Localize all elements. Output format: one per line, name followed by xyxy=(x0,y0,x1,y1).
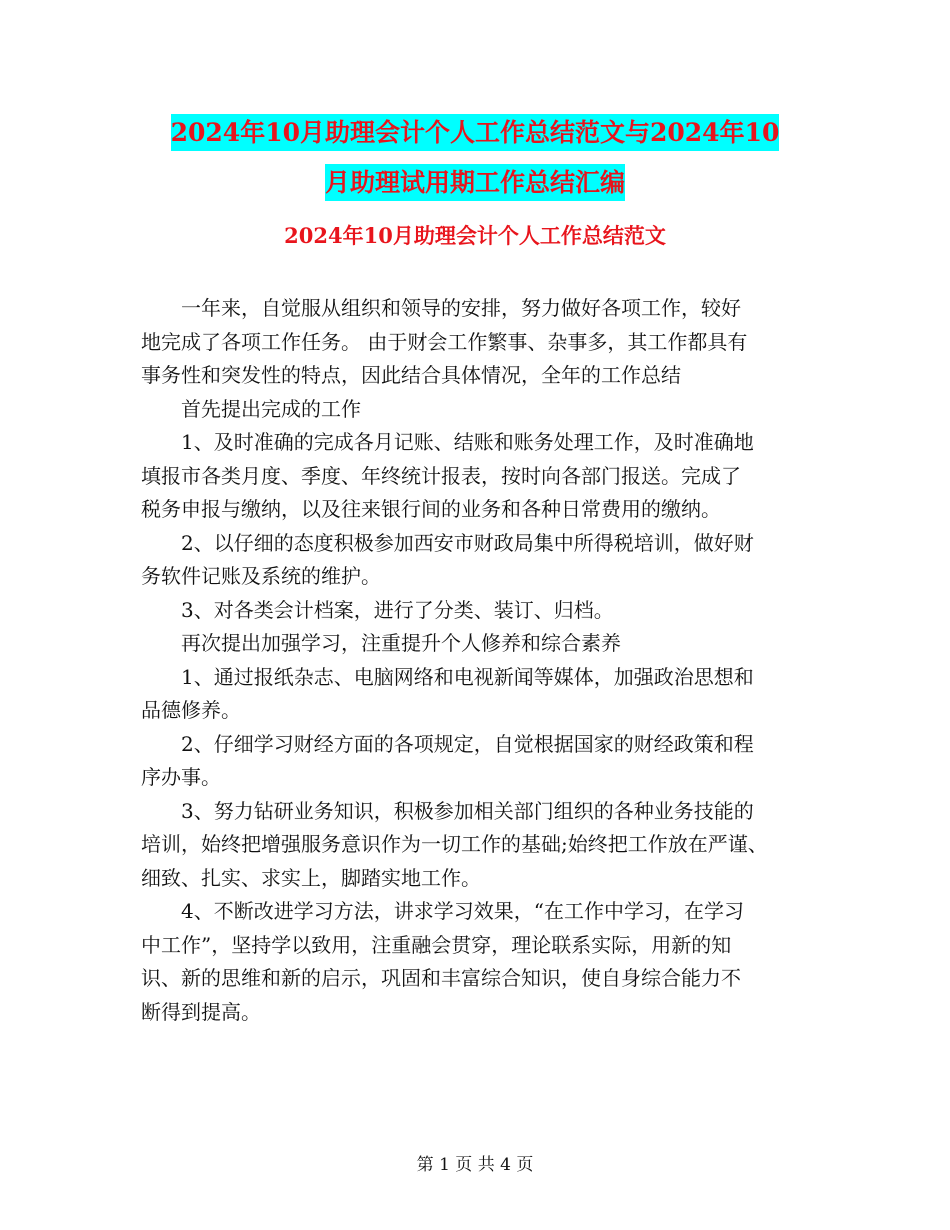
paragraph-line: 1、及时准确的完成各月记账、结账和账务处理工作，及时准确地 xyxy=(181,430,754,454)
document-title-line-2: 月助理试用期工作总结汇编 xyxy=(325,164,625,201)
paragraph-line: 务软件记账及系统的维护。 xyxy=(141,564,381,588)
paragraph-line: 识、新的思维和新的启示，巩固和丰富综合知识，使自身综合能力不 xyxy=(141,966,741,990)
paragraph-line: 1、通过报纸杂志、电脑网络和电视新闻等媒体，加强政治思想和 xyxy=(181,664,754,689)
paragraph-line: 3、努力钻研业务知识，积极参加相关部门组织的各种业务技能的 xyxy=(181,798,754,823)
paragraph xyxy=(141,795,813,896)
section-title: 2024年10月助理会计个人工作总结范文 xyxy=(284,223,666,248)
paragraph xyxy=(141,426,813,527)
paragraph-line: 2、以仔细的态度积极参加西安市财政局集中所得税培训，做好财 xyxy=(181,530,754,555)
paragraph-line: 中工作”，坚持学以致用，注重融会贯穿，理论联系实际，用新的知 xyxy=(141,932,732,957)
document-title xyxy=(150,108,800,208)
paragraph-line: 3、对各类会计档案，进行了分类、装订、归档。 xyxy=(181,597,614,622)
paragraph xyxy=(141,895,813,1029)
paragraph xyxy=(141,292,813,393)
document-body xyxy=(141,292,813,1029)
paragraph xyxy=(141,661,813,728)
paragraph-line: 事务性和突发性的特点，因此结合具体情况，全年的工作总结 xyxy=(141,363,681,387)
paragraph-line: 首先提出完成的工作 xyxy=(181,396,361,421)
document-title-line-1: 2024年10月助理会计个人工作总结范文与2024年10 xyxy=(171,114,780,151)
paragraph-line: 填报市各类月度、季度、年终统计报表，按时向各部门报送。完成了 xyxy=(141,463,741,488)
paragraph-line: 4、不断改进学习方法，讲求学习效果，“在工作中学习，在学习 xyxy=(181,899,744,923)
paragraph-line: 序办事。 xyxy=(141,765,221,789)
paragraph-line: 断得到提高。 xyxy=(141,999,261,1024)
paragraph-line: 2、仔细学习财经方面的各项规定，自觉根据国家的财经政策和程 xyxy=(181,731,754,756)
paragraph xyxy=(141,393,813,427)
paragraph-line: 一年来，自觉服从组织和领导的安排，努力做好各项工作，较好 xyxy=(181,296,741,320)
page-footer: 第 1 页 共 4 页 xyxy=(416,1155,534,1175)
paragraph-line: 品德修养。 xyxy=(141,698,241,722)
paragraph xyxy=(141,627,813,661)
paragraph-line: 税务申报与缴纳，以及往来银行间的业务和各种日常费用的缴纳。 xyxy=(141,497,721,521)
paragraph-line: 再次提出加强学习，注重提升个人修养和综合素养 xyxy=(181,631,621,655)
paragraph-line: 细致、扎实、求实上，脚踏实地工作。 xyxy=(141,865,481,890)
paragraph xyxy=(141,594,813,628)
paragraph-line: 培训，始终把增强服务意识作为一切工作的基础;始终把工作放在严谨、 xyxy=(141,832,768,856)
paragraph-line: 地完成了各项工作任务。 由于财会工作繁事、杂事多，其工作都具有 xyxy=(141,329,748,354)
paragraph xyxy=(141,527,813,594)
paragraph xyxy=(141,728,813,795)
